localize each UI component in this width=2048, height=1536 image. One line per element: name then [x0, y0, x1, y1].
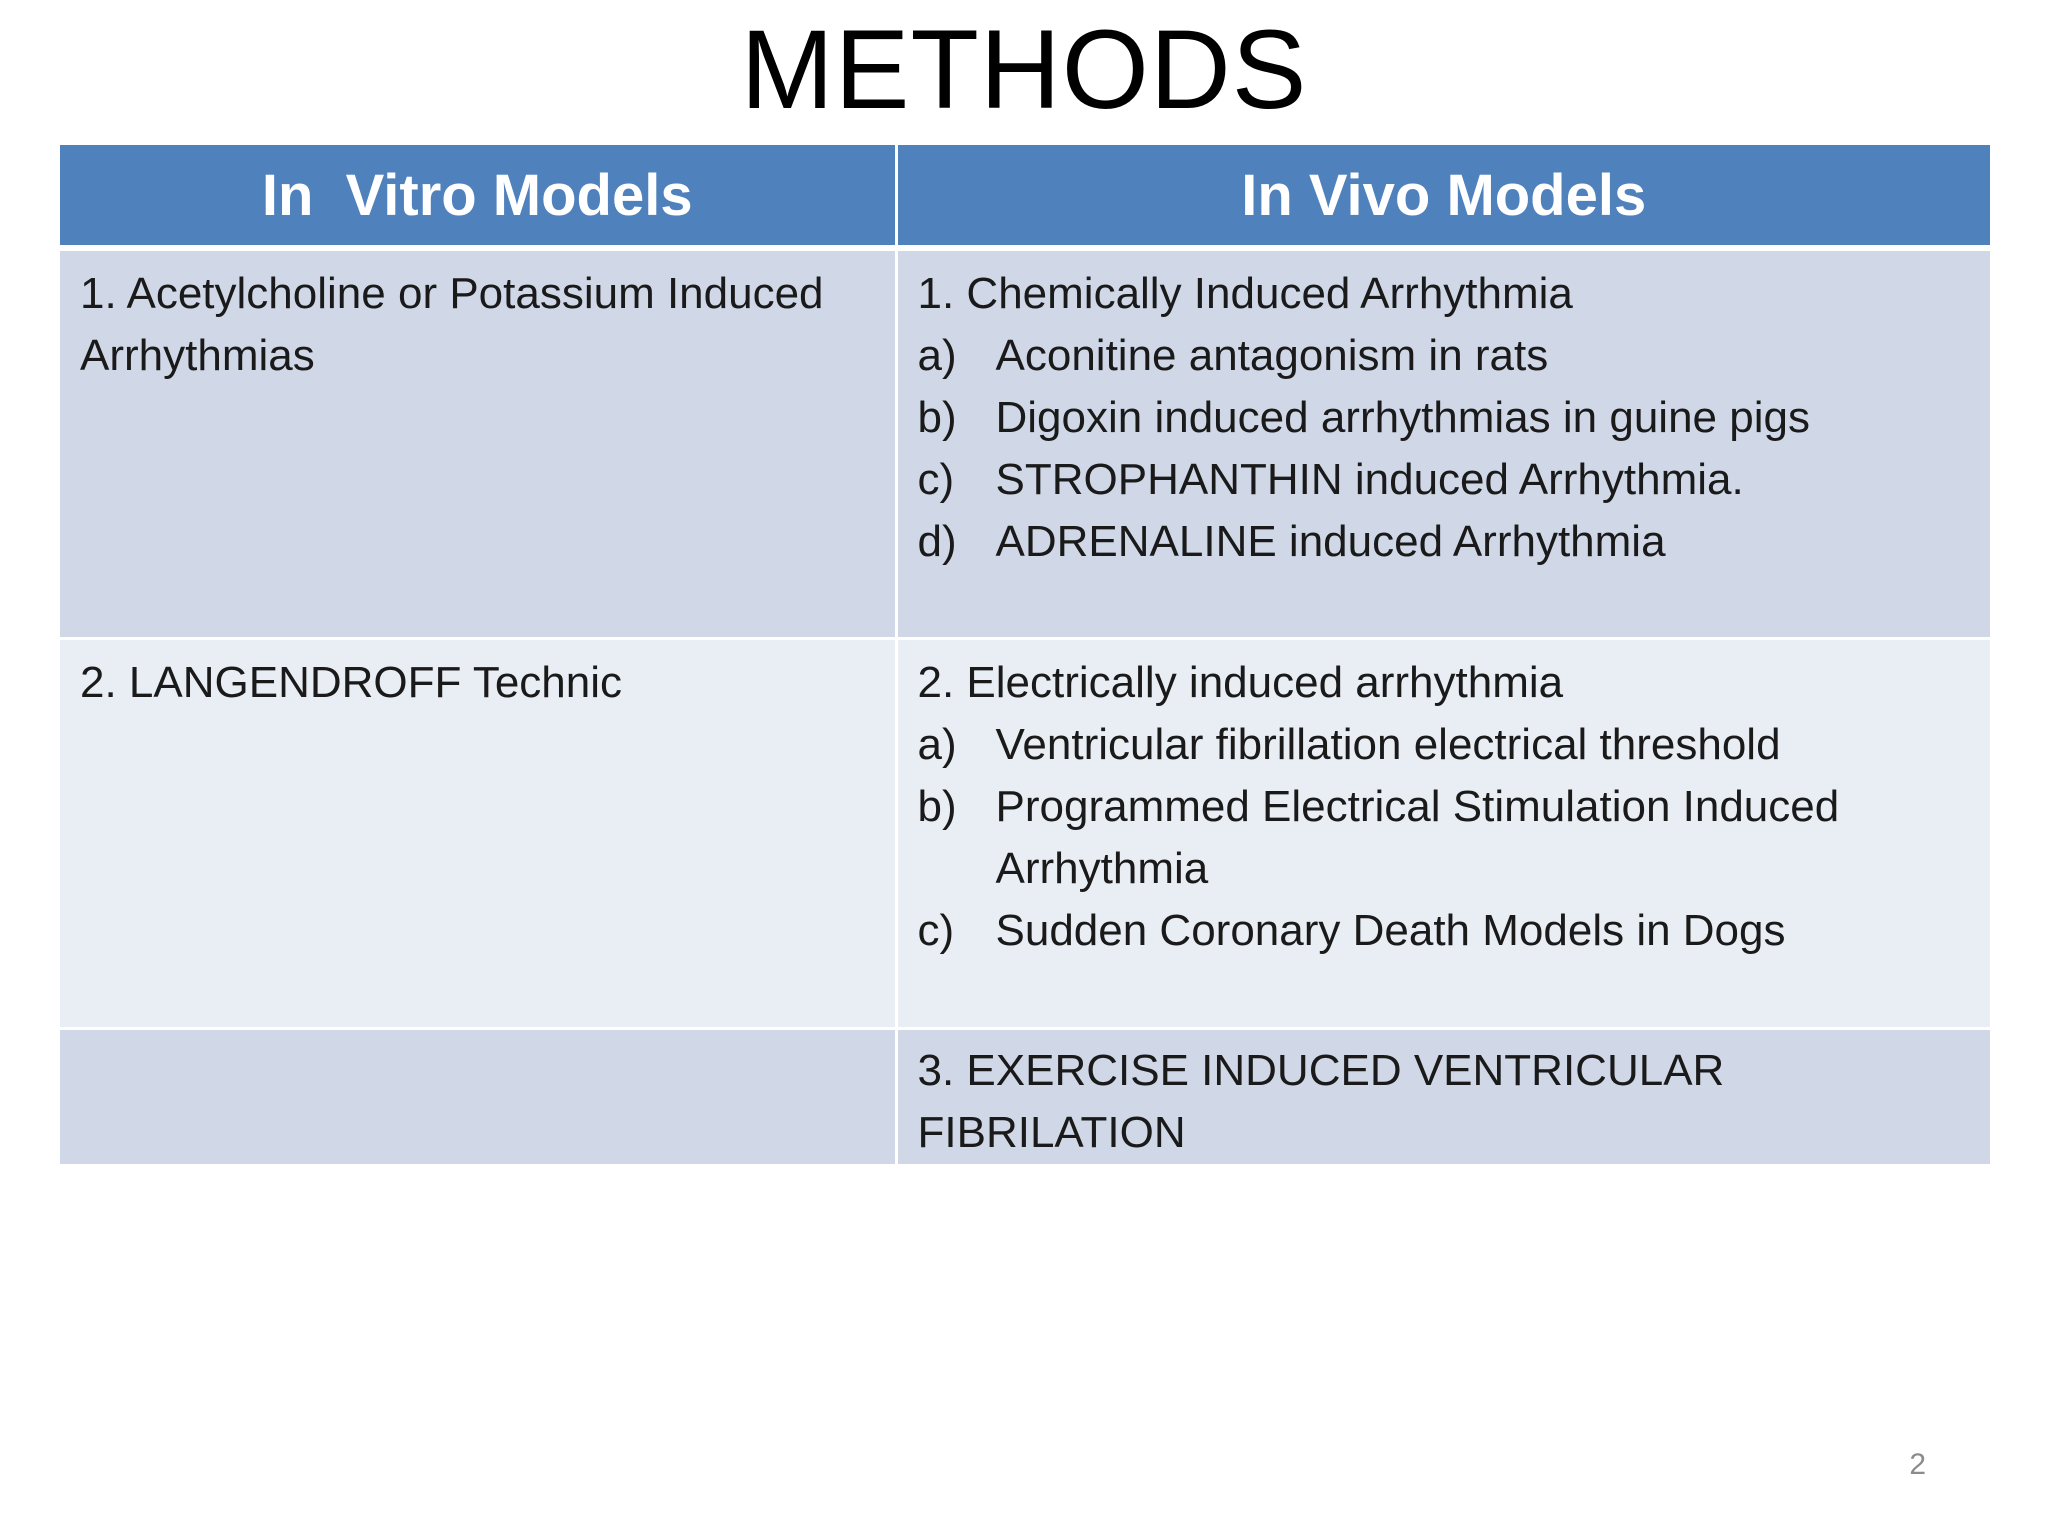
in-vivo-cell [896, 248, 1990, 638]
list-marker: b) [917, 393, 957, 442]
list-item [918, 714, 1971, 776]
in-vitro-cell [60, 248, 896, 638]
list-item [918, 325, 1971, 387]
list-item-text: Sudden Coronary Death Models in Dogs [995, 905, 1786, 955]
in-vivo-cell [896, 1028, 1990, 1165]
list-marker: c) [917, 455, 955, 504]
list-item [918, 387, 1971, 449]
list-item-text: Programmed Electrical Stimulation Induced Arrhythmia [995, 781, 1840, 893]
header-in-vitro-models: In Vitro Models [60, 145, 896, 248]
list-item [918, 776, 1971, 900]
list-item-text: Ventricular fibrillation electrical threshold [995, 719, 1781, 769]
list-marker: c) [917, 905, 955, 955]
list-item-text: Aconitine antagonism in rats [995, 331, 1549, 380]
sub-model-list [918, 714, 1971, 962]
in-vivo-model-heading: 3. EXERCISE INDUCED VENTRICULAR FIBRILATION [917, 1045, 1725, 1157]
table-row [60, 1028, 1990, 1165]
table-row [60, 248, 1990, 638]
list-item-text: ADRENALINE induced Arrhythmia [995, 517, 1666, 566]
header-in-vivo-models: In Vivo Models [896, 145, 1990, 248]
in-vitro-model-text: 1. Acetylcholine or Potassium Induced Arrhythmias [80, 269, 824, 380]
in-vitro-model-text: 2. LANGENDROFF Technic [80, 657, 623, 707]
list-item [918, 511, 1971, 573]
list-item-text: STROPHANTHIN induced Arrhythmia. [995, 455, 1744, 504]
list-marker: a) [917, 331, 957, 380]
list-item-text: Digoxin induced arrhythmias in guine pigs [995, 393, 1810, 442]
list-item [918, 449, 1971, 511]
list-marker: d) [917, 517, 957, 566]
in-vivo-model-heading: 1. Chemically Induced Arrhythmia [917, 269, 1573, 318]
in-vitro-cell-empty [60, 1028, 896, 1165]
table-row [60, 638, 1990, 1028]
in-vivo-model-heading: 2. Electrically induced arrhythmia [917, 657, 1564, 707]
methods-table [60, 145, 1990, 1167]
sub-model-list [918, 325, 1971, 573]
list-marker: b) [917, 781, 957, 831]
list-marker: a) [917, 719, 957, 769]
in-vivo-cell [896, 638, 1990, 1028]
table-header-row [60, 145, 1990, 248]
slide-title: METHODS [740, 7, 1308, 132]
list-item [918, 900, 1971, 962]
page-number: 2 [1909, 1448, 1926, 1481]
in-vitro-cell [60, 638, 896, 1028]
